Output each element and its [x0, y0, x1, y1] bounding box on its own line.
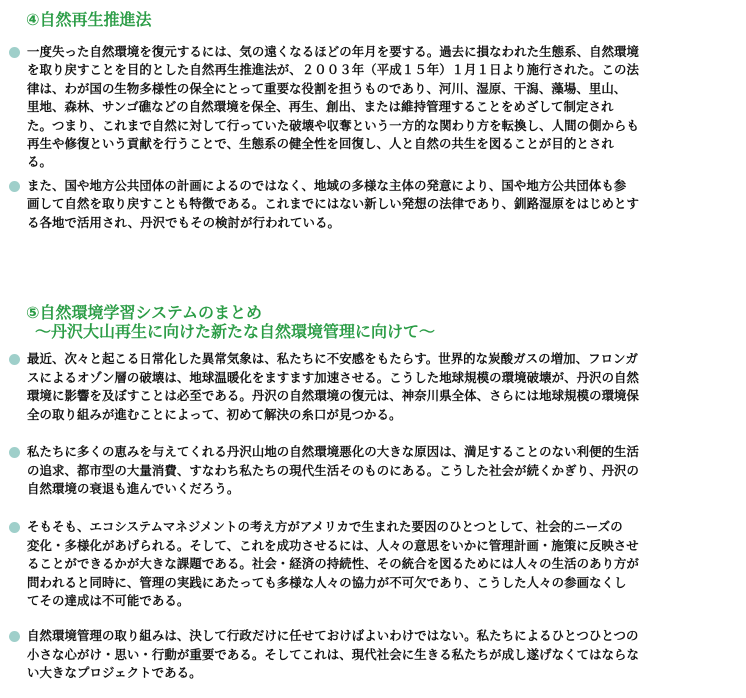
section-5-paragraph-3 — [27, 518, 727, 611]
text-line: 自然環境の衰退も進んでいくだろう。 — [27, 481, 240, 497]
text-line: い大きなプロジェクトである。 — [27, 665, 202, 681]
text-line: の追求、都市型の大量消費、すなわち私たちの現代生活そのものにある。こうした社会が続くかぎり、丹沢の — [27, 462, 640, 478]
text-line: 私たちに多くの恵みを与えてくれる丹沢山地の自然環境悪化の大きな原因は、満足することのない利便的生活 — [27, 444, 640, 459]
text-line: 画して自然を取り戻すことも特徴である。これまでにはない新しい発想の法律であり、釧路湿原をはじめとす — [27, 196, 640, 212]
text-line: てその達成は不可能である。 — [27, 593, 190, 609]
text-line: 律は、わが国の生物多様性の保全にとって重要な役割を担うものであり、河川、湿原、干潟、藻場、里山、 — [27, 80, 627, 96]
bullet-icon — [9, 522, 20, 533]
text-line: る各地で活用され、丹沢でもその検討が行われている。 — [27, 214, 341, 230]
text-line: 変化・多様化があげられる。そして、これを成功させるには、人々の意思をいかに管理計画・施策に反映させ — [27, 537, 639, 553]
section-4-paragraph-1 — [27, 43, 727, 172]
section-4-paragraph-2 — [27, 177, 727, 232]
text-line: 再生や修復という貢献を行うことで、生態系の健全性を回復し、人と自然の共生を図ることが目的とされ — [27, 136, 614, 152]
text-line: 全の取り組みが進むことによって、初めて解決の糸口が見つかる。 — [27, 406, 402, 422]
bullet-icon — [9, 354, 20, 365]
text-line: る。 — [27, 154, 52, 170]
text-line: また、国や地方公共団体の計画によるのではなく、地域の多様な主体の発意により、国や地方公共団体も参 — [27, 178, 627, 193]
text-line: 最近、次々と起こる日常化した異常気象は、私たちに不安感をもたらす。世界的な炭酸ガスの増加、フロンガ — [27, 351, 639, 366]
section-5-paragraph-2 — [27, 443, 727, 499]
text-line: た。つまり、これまで自然に対して行っていた破壊や収奪という一方的な関わり方を転換し、人間の側からも — [27, 117, 640, 133]
text-line: を取り戻すことを目的とした自然再生推進法が、２００３年（平成１５年）１月１日より施行された。この法 — [27, 62, 640, 78]
section-5-subheading: ～丹沢大山再生に向けた新たな自然環境管理に向けて～ — [35, 322, 436, 341]
bullet-icon — [9, 631, 20, 642]
section-5-heading: ⑤自然環境学習システムのまとめ — [26, 303, 262, 322]
text-line: 小さな心がけ・思い・行動が重要である。そしてこれは、現代社会に生きる私たちが成し遂げなくてはならな — [27, 646, 640, 662]
bullet-icon — [9, 47, 20, 58]
text-line: スによるオゾン層の破壊は、地球温暖化をますます加速させる。こうした地球規模の環境破壊が、丹沢の自然 — [27, 369, 640, 385]
text-line: 環境に影響を及ぼすことは必至である。丹沢の自然環境の復元は、神奈川県全体、さらには地球規模の環境保 — [27, 388, 640, 404]
text-line: 一度失った自然環境を復元するには、気の遠くなるほどの年月を要する。過去に損なわれた生態系、自然環境 — [27, 44, 640, 59]
section-5-paragraph-1 — [27, 350, 727, 424]
text-line: そもそも、エコシステムマネジメントの考え方がアメリカで生まれた要因のひとつとして、社会的ニーズの — [27, 519, 623, 534]
section-4-heading: ④自然再生推進法 — [26, 10, 152, 29]
text-line: 里地、森林、サンゴ礁などの自然環境を保全、再生、創出、または維持管理することをめざして制定され — [27, 99, 614, 115]
text-line: ることができるかが大きな課題である。社会・経済の持続性、その統合を図るためには人々の生活のあり方が — [27, 556, 640, 572]
text-line: 自然環境管理の取り組みは、決して行政だけに任せておけばよいわけではない。私たちによるひとつひとつの — [27, 628, 639, 643]
text-line: 問われると同時に、管理の実践にあたっても多様な人々の協力が不可欠であり、こうした人々の参画なくし — [27, 574, 627, 590]
bullet-icon — [9, 181, 20, 192]
section-5-paragraph-4 — [27, 627, 727, 683]
bullet-icon — [9, 447, 20, 458]
